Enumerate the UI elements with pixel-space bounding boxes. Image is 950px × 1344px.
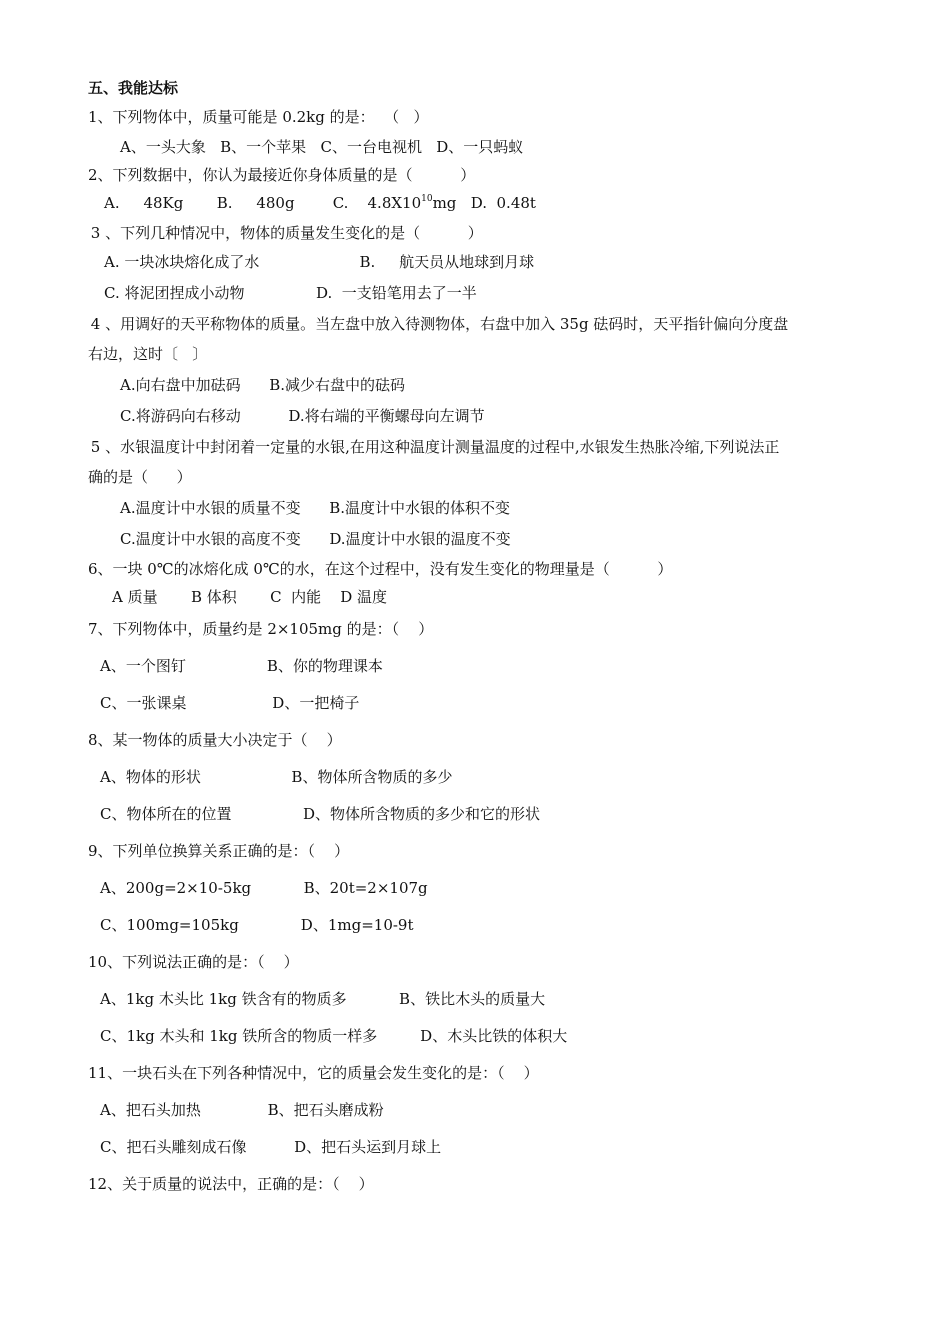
question-7: 7、下列物体中，质量约是 2×105mg 的是：（ ） xyxy=(88,620,434,638)
question-3: 3 、下列几种情况中，物体的质量发生变化的是（ ） xyxy=(86,224,483,242)
exponent: 10 xyxy=(421,194,433,204)
question-9: 9、下列单位换算关系正确的是：（ ） xyxy=(88,842,350,860)
question-7-options-cd: C、一张课桌 D、一把椅子 xyxy=(100,694,360,712)
question-11: 11、一块石头在下列各种情况中，它的质量会发生变化的是：（ ） xyxy=(88,1064,539,1082)
question-7-options-ab: A、一个图钉 B、你的物理课本 xyxy=(100,657,383,675)
question-5-cont: 确的是（ ） xyxy=(88,468,192,486)
option-text: A. 48Kg B. 480g C. 4.8X10 xyxy=(104,194,422,212)
question-1-options: A、一头大象 B、一个苹果 C、一台电视机 D、一只蚂蚁 xyxy=(120,138,524,156)
question-4-options-ab: A.向右盘中加砝码 B.减少右盘中的砝码 xyxy=(120,376,406,394)
question-12: 12、关于质量的说法中，正确的是：（ ） xyxy=(88,1175,374,1193)
question-5-options-ab: A.温度计中水银的质量不变 B.温度计中水银的体积不变 xyxy=(120,499,511,517)
question-9-options-cd: C、100mg=105kg D、1mg=10-9t xyxy=(100,916,414,934)
question-3-options-cd: C. 将泥团捏成小动物 D. 一支铅笔用去了一半 xyxy=(104,284,477,302)
question-6: 6、一块 0℃的冰熔化成 0℃的水，在这个过程中，没有发生变化的物理量是（ ） xyxy=(88,560,673,578)
question-1: 1、下列物体中，质量可能是 0.2kg 的是： （ ） xyxy=(88,108,429,126)
question-3-options-ab: A. 一块冰块熔化成了水 B. 航天员从地球到月球 xyxy=(104,253,535,271)
question-4-cont: 右边，这时〔 〕 xyxy=(88,345,208,363)
question-4-options-cd: C.将游码向右移动 D.将右端的平衡螺母向左调节 xyxy=(120,407,485,425)
question-9-options-ab: A、200g=2×10-5kg B、20t=2×107g xyxy=(100,879,428,897)
question-8-options-cd: C、物体所在的位置 D、物体所含物质的多少和它的形状 xyxy=(100,805,541,823)
question-2-options xyxy=(104,193,536,213)
question-6-options: A 质量 B 体积 C 内能 D 温度 xyxy=(112,588,388,606)
question-10: 10、下列说法正确的是：（ ） xyxy=(88,953,299,971)
question-5-options-cd: C.温度计中水银的高度不变 D.温度计中水银的温度不变 xyxy=(120,530,511,548)
question-8-options-ab: A、物体的形状 B、物体所含物质的多少 xyxy=(100,768,453,786)
question-10-options-cd: C、1kg 木头和 1kg 铁所含的物质一样多 D、木头比铁的体积大 xyxy=(100,1027,568,1045)
question-5: 5 、水银温度计中封闭着一定量的水银,在用这种温度计测量温度的过程中,水银发生热胀冷缩,下列说法正 xyxy=(86,438,780,456)
section-title: 五、我能达标 xyxy=(88,79,179,97)
question-11-options-ab: A、把石头加热 B、把石头磨成粉 xyxy=(100,1101,384,1119)
question-8: 8、某一物体的质量大小决定于（ ） xyxy=(88,731,342,749)
question-11-options-cd: C、把石头雕刻成石像 D、把石头运到月球上 xyxy=(100,1138,442,1156)
question-4: 4 、用调好的天平称物体的质量。当左盘中放入待测物体，右盘中加入 35g 砝码时，天平指针偏向分度盘 xyxy=(86,315,789,333)
question-10-options-ab: A、1kg 木头比 1kg 铁含有的物质多 B、铁比木头的质量大 xyxy=(100,990,546,1008)
option-text: mg D. 0.48t xyxy=(432,194,536,212)
question-2: 2、下列数据中，你认为最接近你身体质量的是（ ） xyxy=(88,166,476,184)
